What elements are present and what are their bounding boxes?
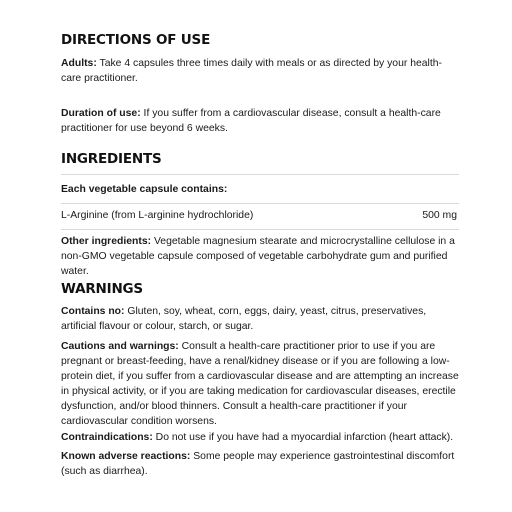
cautions-text: Consult a health-care practitioner prior to use if you are pregnant or breast-feeding, have a renal/kidney disease or if you are following a low-protein diet, if you suffer from a cardiovascular disease and are attempting an increase in physical activity, or if you are taking medication for cardiovascular diseases, erectile dysfunction, and/or blood thinners. Consult a health-care practitioner if your cardiovascular condition worsens. bbox=[61, 341, 459, 427]
adverse-reactions-paragraph bbox=[61, 449, 459, 479]
ingredients-row-divider-top bbox=[61, 203, 459, 204]
other-ingredients-label: Other ingredients: bbox=[61, 236, 152, 247]
duration-label: Duration of use: bbox=[61, 108, 141, 119]
adults-text: Take 4 capsules three times daily with meals or as directed by your health-care practitioner. bbox=[61, 58, 442, 84]
contains-no-text: Gluten, soy, wheat, corn, eggs, dairy, yeast, citrus, preservatives, artificial flavour or colour, starch, or sugar. bbox=[61, 306, 427, 332]
ingredient-name bbox=[61, 210, 253, 221]
ingredient-amount: 500 mg bbox=[422, 210, 457, 221]
capsule-contains-label: Each vegetable capsule contains: bbox=[61, 184, 228, 195]
contraindications-paragraph bbox=[61, 430, 459, 445]
other-ingredients-text: Vegetable magnesium stearate and microcrystalline cellulose in a non-GMO vegetable capsule composed of vegetable carbohydrate gum and purified water. bbox=[61, 236, 455, 277]
contraindications-label: Contraindications: bbox=[61, 432, 153, 443]
cautions-label: Cautions and warnings: bbox=[61, 341, 179, 352]
ingredient-name-suffix: -arginine hydrochloride) bbox=[144, 210, 254, 221]
ingredient-name-prefix: L bbox=[61, 210, 67, 221]
duration-paragraph bbox=[61, 106, 459, 136]
contraindications-text: Do not use if you have had a myocardial infarction (heart attack). bbox=[152, 432, 454, 443]
ingredient-row bbox=[61, 208, 459, 223]
capsule-contains-line bbox=[61, 182, 459, 197]
adults-label: Adults: bbox=[61, 58, 97, 69]
adults-paragraph bbox=[61, 56, 459, 86]
ingredients-top-divider bbox=[61, 174, 459, 175]
duration-text: If you suffer from a cardiovascular disease, consult a health-care practitioner for use beyond 6 weeks. bbox=[61, 108, 441, 134]
adverse-reactions-text: Some people may experience gastrointestinal discomfort (such as diarrhea). bbox=[61, 451, 455, 477]
contains-no-paragraph bbox=[61, 304, 459, 334]
ingredients-heading: INGREDIENTS bbox=[61, 151, 162, 167]
contains-no-label: Contains no: bbox=[61, 306, 125, 317]
other-ingredients-paragraph bbox=[61, 234, 459, 279]
cautions-paragraph bbox=[61, 339, 459, 429]
directions-heading: DIRECTIONS OF USE bbox=[61, 32, 211, 48]
ingredients-row-divider-bottom bbox=[61, 229, 459, 230]
ingredient-name-prefix2: L bbox=[138, 210, 145, 221]
ingredient-name-middle: -Arginine (from bbox=[66, 210, 139, 221]
warnings-heading: WARNINGS bbox=[61, 281, 143, 297]
adverse-reactions-label: Known adverse reactions: bbox=[61, 451, 191, 462]
